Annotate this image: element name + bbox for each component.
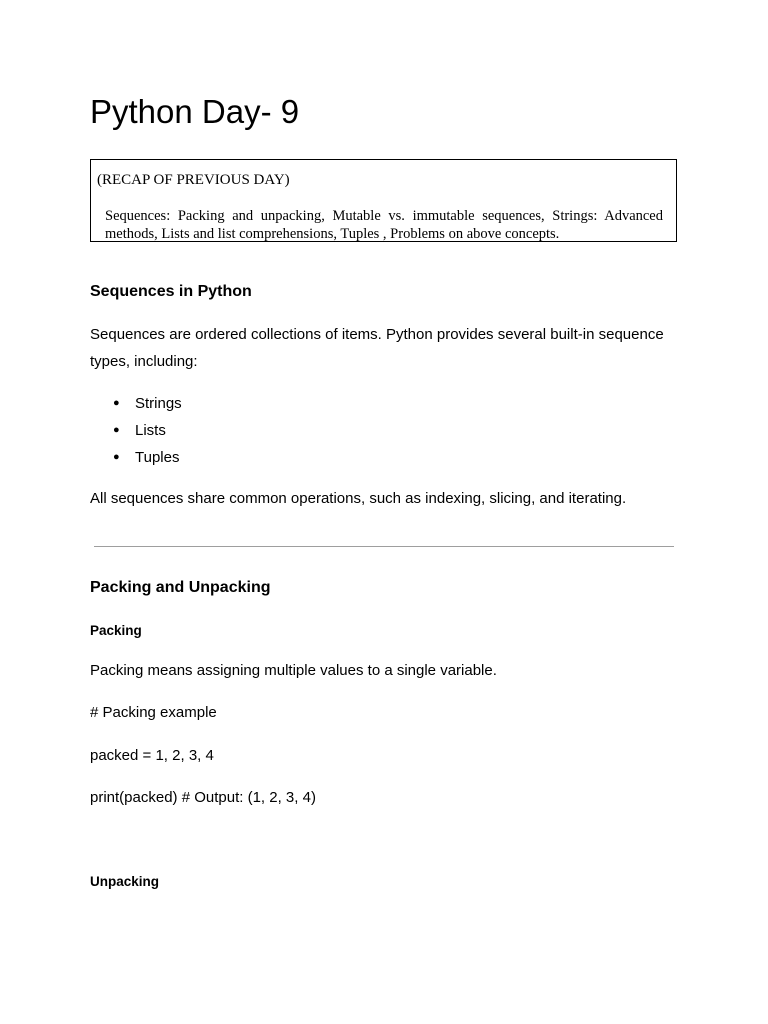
sequences-closing: All sequences share common operations, such as indexing, slicing, and iterating. [90,490,627,507]
code-line: packed = 1, 2, 3, 4 [90,747,214,764]
packing-description: Packing means assigning multiple values to a single variable. [90,662,497,679]
section-heading-sequences: Sequences in Python [90,283,252,300]
recap-body: Sequences: Packing and unpacking, Mutable vs. immutable sequences, Strings: Advanced methods, Lists and list comprehensions, Tuples , Problems on above concepts. [105,208,663,242]
bullet-icon: ● [113,451,120,463]
horizontal-divider [94,546,674,547]
page-title: Python Day- 9 [90,93,300,130]
subheading-unpacking: Unpacking [90,874,160,889]
bullet-icon: ● [113,397,120,409]
code-line: # Packing example [90,704,217,721]
list-item-label: Tuples [135,449,180,466]
list-item-label: Lists [135,422,166,439]
sequences-intro: Sequences are ordered collections of items. Python provides several built-in sequence types, including: [90,326,664,370]
recap-box [90,159,677,242]
recap-heading: (RECAP OF PREVIOUS DAY) [97,172,290,188]
subheading-packing: Packing [90,623,142,638]
code-line: print(packed) # Output: (1, 2, 3, 4) [90,789,316,806]
bullet-icon: ● [113,424,120,436]
list-item-label: Strings [135,395,182,412]
section-heading-packing-unpacking: Packing and Unpacking [90,579,271,596]
